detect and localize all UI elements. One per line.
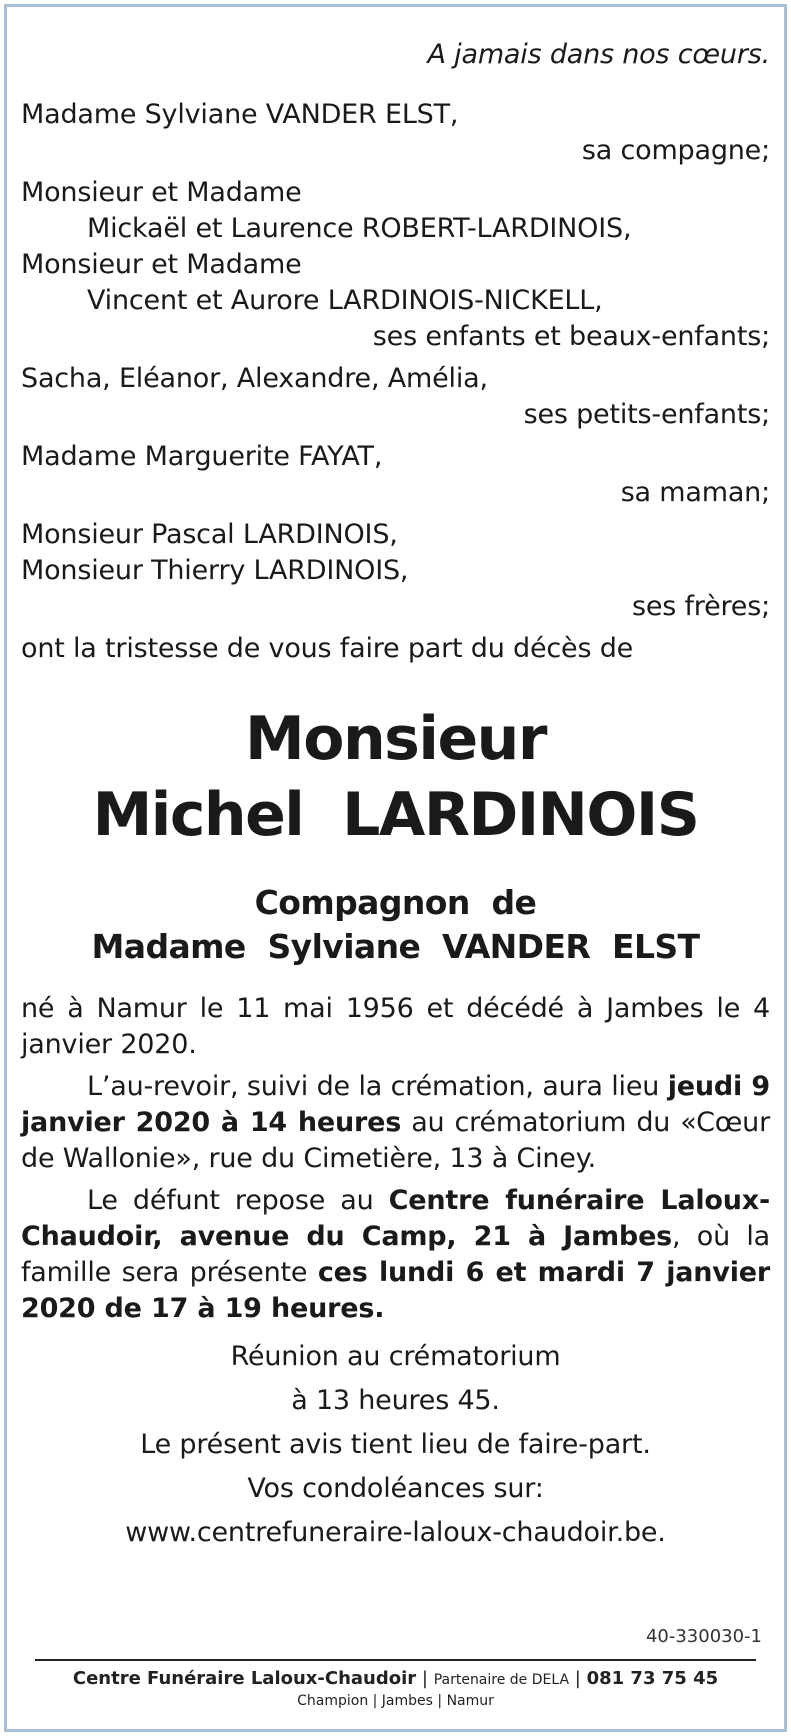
repose-text-2: , où la famille sera présente (21, 1221, 770, 1288)
deceased-honorific: Monsieur (245, 704, 546, 774)
subtitle-line-2: Madame Sylviane VANDER ELST (91, 927, 700, 966)
repose-dates: ces lundi 6 et mardi 7 janvier 2020 de 17 à 19 heures. (21, 1257, 770, 1324)
subtitle-line-1: Compagnon de (254, 883, 537, 922)
website-link[interactable]: www.centrefuneraire-laloux-chaudoir.be. (125, 1517, 666, 1548)
companion-name: Madame Sylviane VANDER ELST, (21, 99, 459, 130)
grandchildren-role: ses petits-enfants; (523, 399, 770, 430)
notice-line: Le présent avis tient lieu de faire-part. (140, 1429, 651, 1460)
ceremony-paragraph (21, 1069, 770, 1177)
footer-separator-1: | (416, 1668, 434, 1689)
brother-1: Monsieur Pascal LARDINOIS, (21, 519, 398, 550)
notice-content (21, 37, 770, 1555)
deceased-name: Michel LARDINOIS (92, 780, 699, 850)
couple1-title: Monsieur et Madame (21, 177, 302, 208)
closing-block (21, 1335, 770, 1555)
brothers-role: ses frères; (631, 591, 770, 622)
mother-role: sa maman; (620, 477, 770, 508)
footer (7, 1667, 784, 1710)
deceased-title (21, 701, 770, 853)
ceremony-text-1: L’au-revoir, suivi de la crémation, aura lieu (87, 1071, 668, 1102)
couple1-names: Mickaël et Laurence ROBERT-LARDINOIS, (87, 213, 632, 244)
companion-role: sa compagne; (581, 135, 770, 166)
epigraph: A jamais dans nos cœurs. (427, 39, 770, 70)
birth-death: né à Namur le 11 mai 1956 et décédé à Jambes le 4 janvier 2020. (21, 993, 770, 1060)
repose-location: Centre funéraire Laloux-Chaudoir, avenue du Camp, 21 à Jambes (21, 1185, 770, 1252)
repose-text-1: Le défunt repose au (87, 1185, 389, 1216)
footer-line-1 (7, 1667, 784, 1692)
announcement: ont la tristesse de vous faire part du décès de (21, 633, 634, 664)
notice-frame (4, 4, 787, 1732)
deceased-subtitle (21, 881, 770, 969)
reference-number: 40-330030-1 (645, 1626, 762, 1647)
brother-2: Monsieur Thierry LARDINOIS, (21, 555, 409, 586)
ceremony-text-2: au crématorium du «Cœur de Wallonie», rue du Cimetière, 13 à Ciney. (21, 1107, 770, 1174)
reunion-line-1: Réunion au crématorium (230, 1341, 561, 1372)
reunion-line-2: à 13 heures 45. (291, 1385, 500, 1416)
couple2-title: Monsieur et Madame (21, 249, 302, 280)
ceremony-date: jeudi 9 janvier 2020 à 14 heures (21, 1071, 770, 1138)
footer-company: Centre Funéraire Laloux-Chaudoir (72, 1668, 417, 1689)
footer-divider (35, 1659, 756, 1661)
repose-paragraph (21, 1183, 770, 1327)
grandchildren-names: Sacha, Eléanor, Alexandre, Amélia, (21, 363, 488, 394)
mother-name: Madame Marguerite FAYAT, (21, 441, 383, 472)
couple2-names: Vincent et Aurore LARDINOIS-NICKELL, (87, 285, 603, 316)
children-role: ses enfants et beaux-enfants; (372, 321, 770, 352)
footer-locations: Champion | Jambes | Namur (297, 1693, 494, 1709)
footer-separator-2: | (569, 1668, 587, 1689)
condolences-label: Vos condoléances sur: (247, 1473, 544, 1504)
footer-partner: Partenaire de DELA (433, 1672, 570, 1688)
footer-phone: 081 73 75 45 (586, 1668, 719, 1689)
